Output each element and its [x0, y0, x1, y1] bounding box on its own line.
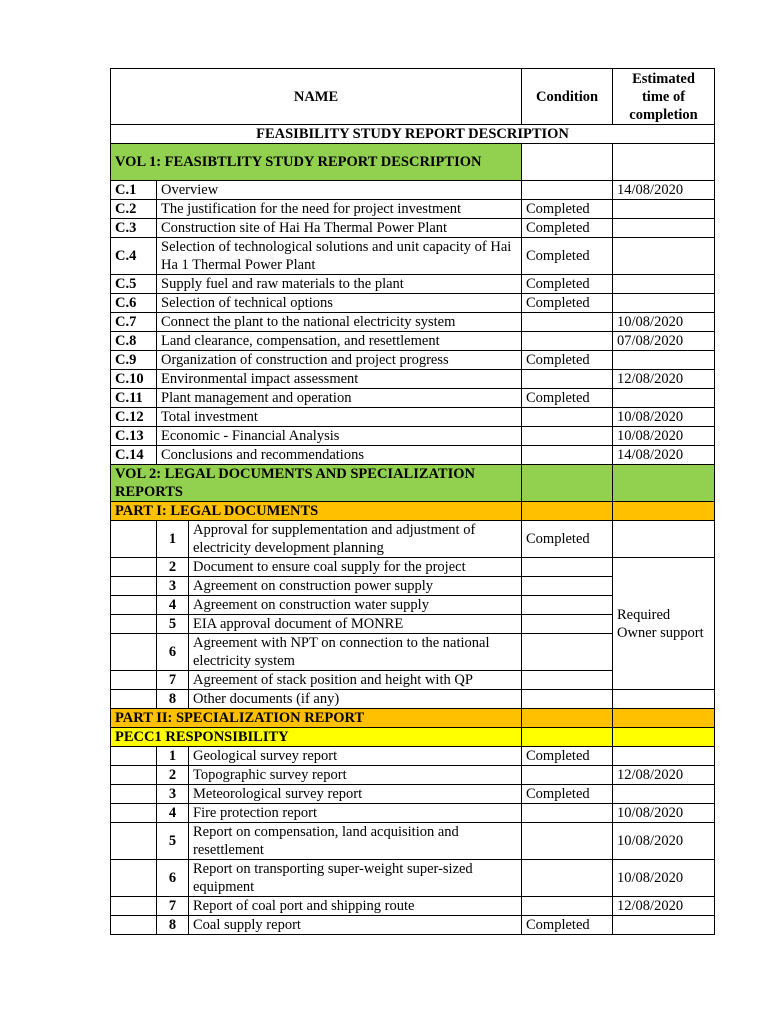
row-blank	[111, 747, 157, 766]
row-blank	[111, 823, 157, 860]
header-estimated: Estimated time of completion	[613, 69, 715, 125]
row-time	[613, 351, 715, 370]
owner-support-note: Required Owner support	[613, 558, 715, 690]
row-condition: Completed	[522, 351, 613, 370]
row-number: 2	[157, 766, 189, 785]
row-time: 14/08/2020	[613, 181, 715, 200]
row-name: Agreement on construction power supply	[189, 577, 522, 596]
row-time	[613, 690, 715, 709]
row-number: 7	[157, 897, 189, 916]
vol1-row	[111, 144, 715, 181]
row-condition: Completed	[522, 275, 613, 294]
row-time	[613, 785, 715, 804]
row-blank	[111, 785, 157, 804]
pecc1-time	[613, 728, 715, 747]
row-time: 07/08/2020	[613, 332, 715, 351]
table-row	[111, 446, 715, 465]
row-time: 12/08/2020	[613, 370, 715, 389]
row-condition	[522, 446, 613, 465]
row-time	[613, 275, 715, 294]
part2-condition	[522, 709, 613, 728]
row-time	[613, 521, 715, 558]
row-condition	[522, 615, 613, 634]
table-row	[111, 181, 715, 200]
part1-label: PART I: LEGAL DOCUMENTS	[111, 502, 522, 521]
table-row	[111, 294, 715, 313]
row-condition	[522, 634, 613, 671]
table-row	[111, 521, 715, 558]
table-row	[111, 804, 715, 823]
row-code: C.3	[111, 219, 157, 238]
report-title: FEASIBILITY STUDY REPORT DESCRIPTION	[111, 125, 715, 144]
row-time: 10/08/2020	[613, 823, 715, 860]
pecc1-label: PECC1 RESPONSIBILITY	[111, 728, 522, 747]
row-number: 8	[157, 690, 189, 709]
table-row	[111, 370, 715, 389]
vol2-row	[111, 465, 715, 502]
row-name: The justification for the need for project investment	[157, 200, 522, 219]
table-row	[111, 897, 715, 916]
vol1-condition	[522, 144, 613, 181]
row-time: 14/08/2020	[613, 446, 715, 465]
row-number: 1	[157, 747, 189, 766]
row-time	[613, 200, 715, 219]
row-condition: Completed	[522, 238, 613, 275]
table-row	[111, 351, 715, 370]
row-blank	[111, 577, 157, 596]
row-name: Supply fuel and raw materials to the plant	[157, 275, 522, 294]
row-name: Construction site of Hai Ha Thermal Power Plant	[157, 219, 522, 238]
row-blank	[111, 634, 157, 671]
part1-condition	[522, 502, 613, 521]
part1-row	[111, 502, 715, 521]
row-time	[613, 747, 715, 766]
row-condition	[522, 577, 613, 596]
row-condition: Completed	[522, 294, 613, 313]
row-condition	[522, 370, 613, 389]
row-name: Agreement on construction water supply	[189, 596, 522, 615]
header-name: NAME	[111, 69, 522, 125]
row-name: Selection of technical options	[157, 294, 522, 313]
part1-time	[613, 502, 715, 521]
row-condition	[522, 897, 613, 916]
row-name: Fire protection report	[189, 804, 522, 823]
table-row	[111, 219, 715, 238]
row-time: 10/08/2020	[613, 860, 715, 897]
row-condition	[522, 766, 613, 785]
row-condition	[522, 823, 613, 860]
row-number: 5	[157, 615, 189, 634]
row-code: C.1	[111, 181, 157, 200]
row-code: C.4	[111, 238, 157, 275]
row-name: Total investment	[157, 408, 522, 427]
row-name: Connect the plant to the national electricity system	[157, 313, 522, 332]
row-number: 7	[157, 671, 189, 690]
row-time: 10/08/2020	[613, 313, 715, 332]
row-name: Meteorological survey report	[189, 785, 522, 804]
vol2-label: VOL 2: LEGAL DOCUMENTS AND SPECIALIZATION REPORTS	[111, 465, 522, 502]
row-number: 3	[157, 577, 189, 596]
row-time: 10/08/2020	[613, 427, 715, 446]
row-number: 6	[157, 860, 189, 897]
row-condition	[522, 690, 613, 709]
row-name: Land clearance, compensation, and resettlement	[157, 332, 522, 351]
row-name: Report on transporting super-weight super-sized equipment	[189, 860, 522, 897]
row-time: 10/08/2020	[613, 804, 715, 823]
row-name: Document to ensure coal supply for the project	[189, 558, 522, 577]
row-condition	[522, 427, 613, 446]
table-row	[111, 200, 715, 219]
row-blank	[111, 860, 157, 897]
row-blank	[111, 671, 157, 690]
row-number: 4	[157, 804, 189, 823]
row-blank	[111, 897, 157, 916]
row-name: EIA approval document of MONRE	[189, 615, 522, 634]
header-row	[111, 69, 715, 125]
row-number: 4	[157, 596, 189, 615]
table-row	[111, 690, 715, 709]
row-number: 5	[157, 823, 189, 860]
row-time	[613, 238, 715, 275]
table-row	[111, 785, 715, 804]
part2-label: PART II: SPECIALIZATION REPORT	[111, 709, 522, 728]
row-condition	[522, 181, 613, 200]
pecc1-row	[111, 728, 715, 747]
row-name: Report of coal port and shipping route	[189, 897, 522, 916]
row-name: Other documents (if any)	[189, 690, 522, 709]
row-code: C.8	[111, 332, 157, 351]
row-number: 2	[157, 558, 189, 577]
row-condition: Completed	[522, 785, 613, 804]
row-number: 3	[157, 785, 189, 804]
row-number: 1	[157, 521, 189, 558]
row-name: Approval for supplementation and adjustment of electricity development planning	[189, 521, 522, 558]
row-name: Report on compensation, land acquisition and resettlement	[189, 823, 522, 860]
row-code: C.7	[111, 313, 157, 332]
table-row	[111, 916, 715, 935]
row-condition: Completed	[522, 521, 613, 558]
table-row	[111, 332, 715, 351]
row-name: Coal supply report	[189, 916, 522, 935]
row-name: Economic - Financial Analysis	[157, 427, 522, 446]
feasibility-table	[110, 68, 715, 935]
table-row	[111, 823, 715, 860]
vol2-condition	[522, 465, 613, 502]
row-code: C.6	[111, 294, 157, 313]
row-name: Geological survey report	[189, 747, 522, 766]
row-time	[613, 916, 715, 935]
vol2-time	[613, 465, 715, 502]
row-condition: Completed	[522, 200, 613, 219]
table-row	[111, 427, 715, 446]
row-condition: Completed	[522, 916, 613, 935]
row-blank	[111, 521, 157, 558]
header-condition: Condition	[522, 69, 613, 125]
table-row	[111, 389, 715, 408]
row-code: C.9	[111, 351, 157, 370]
pecc1-condition	[522, 728, 613, 747]
row-condition	[522, 332, 613, 351]
row-name: Environmental impact assessment	[157, 370, 522, 389]
row-name: Overview	[157, 181, 522, 200]
row-blank	[111, 558, 157, 577]
row-condition	[522, 671, 613, 690]
row-number: 6	[157, 634, 189, 671]
table-row	[111, 860, 715, 897]
row-condition	[522, 596, 613, 615]
row-name: Conclusions and recommendations	[157, 446, 522, 465]
row-code: C.5	[111, 275, 157, 294]
part2-time	[613, 709, 715, 728]
row-time	[613, 389, 715, 408]
row-condition: Completed	[522, 219, 613, 238]
part2-row	[111, 709, 715, 728]
row-condition	[522, 313, 613, 332]
row-condition	[522, 408, 613, 427]
row-code: C.2	[111, 200, 157, 219]
table-row	[111, 558, 715, 577]
row-condition	[522, 558, 613, 577]
row-time	[613, 219, 715, 238]
table-row	[111, 747, 715, 766]
row-condition	[522, 860, 613, 897]
row-code: C.10	[111, 370, 157, 389]
table-row	[111, 313, 715, 332]
row-time: 12/08/2020	[613, 897, 715, 916]
row-time	[613, 294, 715, 313]
row-name: Topographic survey report	[189, 766, 522, 785]
row-code: C.13	[111, 427, 157, 446]
row-condition: Completed	[522, 747, 613, 766]
row-number: 8	[157, 916, 189, 935]
row-name: Agreement with NPT on connection to the national electricity system	[189, 634, 522, 671]
row-code: C.11	[111, 389, 157, 408]
row-name: Plant management and operation	[157, 389, 522, 408]
table-row	[111, 275, 715, 294]
row-blank	[111, 804, 157, 823]
row-blank	[111, 596, 157, 615]
table-row	[111, 408, 715, 427]
row-blank	[111, 690, 157, 709]
row-blank	[111, 615, 157, 634]
row-name: Agreement of stack position and height with QP	[189, 671, 522, 690]
row-name: Organization of construction and project progress	[157, 351, 522, 370]
row-code: C.12	[111, 408, 157, 427]
row-name: Selection of technological solutions and unit capacity of Hai Ha 1 Thermal Power Plant	[157, 238, 522, 275]
vol1-time	[613, 144, 715, 181]
row-blank	[111, 916, 157, 935]
row-time: 10/08/2020	[613, 408, 715, 427]
title-row	[111, 125, 715, 144]
vol1-label: VOL 1: FEASIBTLITY STUDY REPORT DESCRIPTION	[111, 144, 522, 181]
table-row	[111, 766, 715, 785]
row-blank	[111, 766, 157, 785]
table-row	[111, 238, 715, 275]
row-time: 12/08/2020	[613, 766, 715, 785]
row-condition	[522, 804, 613, 823]
row-code: C.14	[111, 446, 157, 465]
row-condition: Completed	[522, 389, 613, 408]
